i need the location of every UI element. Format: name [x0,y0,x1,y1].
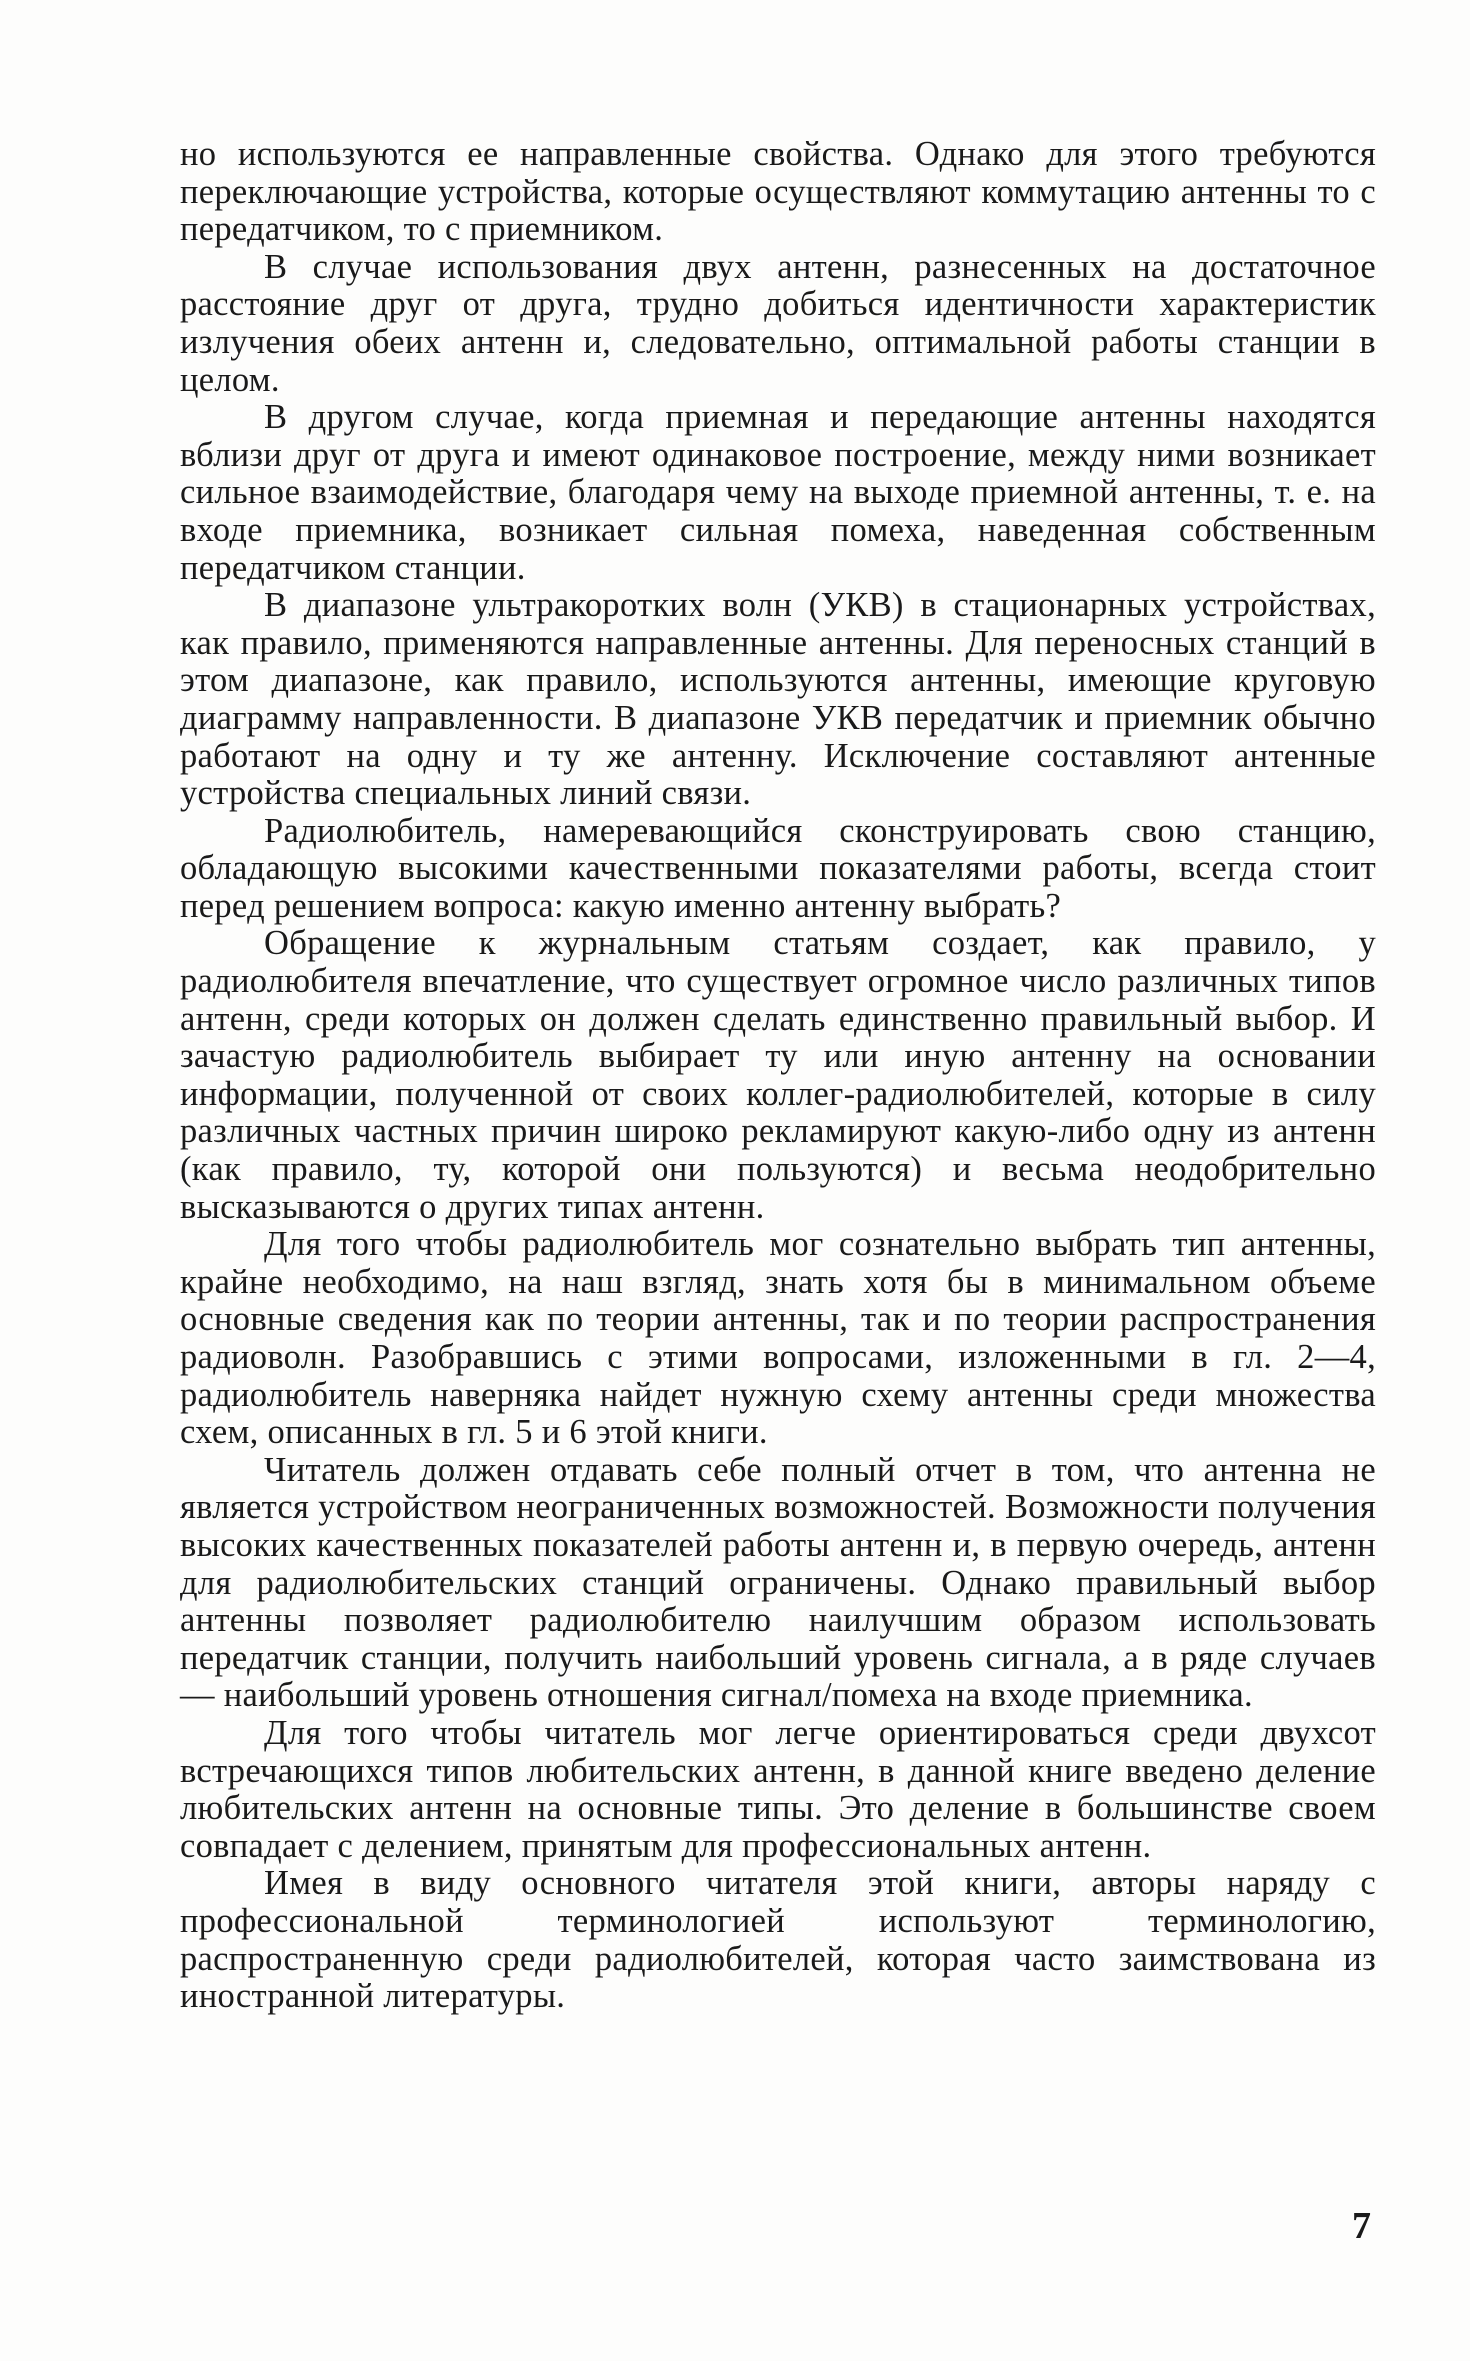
paragraph: Для того чтобы читатель мог легче ориентироваться среди двухсот встречающихся типов любительских антенн, в данной книге введено деление любительских антенн на основные типы. Это деление в большинстве своем совпадает с делением, принятым для профессиональных антенн. [180,1713,1376,1865]
body-text [180,136,1376,2016]
paragraph: В диапазоне ультракоротких волн (УКВ) в стационарных устройствах, как правило, применяются направленные антенны. Для переносных станций в этом диапазоне, как правило, используются антенны, имеющие круговую диаграмму направленности. В диапазоне УКВ передатчик и приемник обычно работают на одну и ту же антенну. Исключение составляют антенные устройства специальных линий связи. [180,586,1376,813]
paragraph: Радиолюбитель, намеревающийся сконструировать свою станцию, обладающую высокими качественными показателями работы, всегда стоит перед решением вопроса: какую именно антенну выбрать? [180,811,1376,925]
paragraph: Для того чтобы радиолюбитель мог сознательно выбрать тип антенны, крайне необходимо, на наш взгляд, знать хотя бы в минимальном объеме основные сведения как по теории антенны, так и по теории распространения радиоволн. Разобравшись с этими вопросами, изложенными в гл. 2—4, радиолюбитель наверняка найдет нужную схему антенны среди множества схем, описанных в гл. 5 и 6 этой книги. [180,1225,1376,1452]
paragraph: В случае использования двух антенн, разнесенных на достаточное расстояние друг от друга, трудно добиться идентичности характеристик излучения обеих антенн и, следовательно, оптимальной работы станции в целом. [180,247,1376,399]
paragraph: но используются ее направленные свойства. Однако для этого требуются переключающие устройства, которые осуществляют коммутацию антенны то с передатчиком, то с приемником. [180,135,1376,249]
paragraph: В другом случае, когда приемная и передающие антенны находятся вблизи друг от друга и имеют одинаковое построение, между ними возникает сильное взаимодействие, благодаря чему на выходе приемной антенны, т. е. на входе приемника, возникает сильная помеха, наведенная собственным передатчиком станции. [180,398,1376,587]
page-number: 7 [1352,2205,1371,2247]
paragraph: Обращение к журнальным статьям создает, как правило, у радиолюбителя впечатление, что существует огромное число различных типов антенн, среди которых он должен сделать единственно правильный выбор. И зачастую радиолюбитель выбирает ту или иную антенну на основании информации, полученной от своих коллег-радиолюбителей, которые в силу различных частных причин широко рекламируют какую-либо одну из антенн (как правило, ту, которой они пользуются) и весьма неодобрительно высказываются о других типах антенн. [180,924,1376,1226]
paragraph: Имея в виду основного читателя этой книги, авторы наряду с профессиональной терминологией используют терминологию, распространенную среди радиолюбителей, которая часто заимствована из иностранной литературы. [180,1864,1376,2016]
paragraph: Читатель должен отдавать себе полный отчет в том, что антенна не является устройством неограниченных возможностей. Возможности получения высоких качественных показателей работы антенн и, в первую очередь, антенн для радиолюбительских станций ограничены. Однако правильный выбор антенны позволяет радиолюбителю наилучшим образом использовать передатчик станции, получить наибольший уровень сигнала, а в ряде случаев — наибольший уровень отношения сигнал/помеха на входе приемника. [180,1450,1376,1715]
